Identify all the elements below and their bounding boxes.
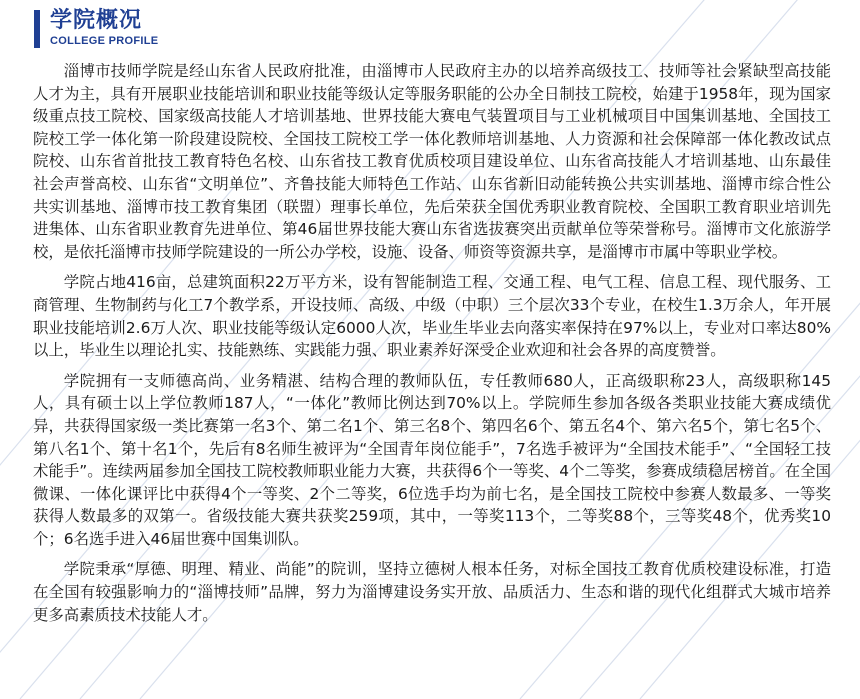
- paragraph-intro: 淄博市技师学院是经山东省人民政府批准，由淄博市人民政府主办的以培养高级技工、技师等社会紧缺型高技能人才为主，具有开展职业技能培训和职业技能等级认定等服务职能的公办全日制技工院校，始建于1958年，现为国家级重点技工院校、国家级高技能人才培训基地、世界技能大赛电气装置项目与工业机械项目中国集训基地、全国技工院校工学一体化第一阶段建设院校、全国技工院校工学一体化教师培训基地、人力资源和社会保障部一体化教改试点院校、山东省首批技工教育特色名校、山东省技工教育优质校项目建设单位、山东省高技能人才培训基地、山东最佳社会声誉高校、山东省“文明单位”、齐鲁技能大师特色工作站、山东省新旧动能转换公共实训基地、淄博市综合性公共实训基地、淄博市技工教育集团（联盟）理事长单位，先后荣获全国优秀职业教育院校、全国职工教育职业培训先进集体、山东省职业教育先进单位、第46届世界技能大赛山东省选拔赛突出贡献单位等荣誉称号。淄博市文化旅游学校，是依托淄博市技师学院建设的一所公办学校，设施、设备、师资等资源共享，是淄博市市属中等职业学校。: [33, 62, 831, 261]
- header-accent-bar: [34, 10, 40, 48]
- paragraph-faculty: 学院拥有一支师德高尚、业务精湛、结构合理的教师队伍，专任教师680人，正高级职称23人，高级职称145人，具有硕士以上学位教师187人，“一体化”教师比例达到70%以上。学院师生参加各级各类职业技能大赛成绩优异，共获得国家级一类比赛第一名3个、第二名1个、第三名8个、第四名6个、第五名4个、第六名5个，第七名5个、第八名1个、第十名1个，先后有8名师生被评为“全国青年岗位能手”，7名选手被评为“全国技术能手”、“全国轻工技术能手”。连续两届参加全国技工院校教师职业能力大赛，共获得6个一等奖、4个二等奖，参赛成绩稳居榜首。在全国微课、一体化课评比中获得4个一等奖、2个二等奖，6位选手均为前七名，是全国技工院校中参赛人数最多、一等奖获得人数最多的双第一。省级技能大赛共获奖259项，其中，一等奖113个，二等奖88个，三等奖48个，优秀奖10个；6名选手进入46届世赛中国集训队。: [33, 371, 831, 548]
- header-text: [50, 8, 158, 48]
- paragraph-mission: 学院秉承“厚德、明理、精业、尚能”的院训，坚持立德树人根本任务，对标全国技工教育优质校建设标准，打造在全国有较强影响力的“淄博技师”品牌，努力为淄博建设务实开放、品质活力、生态和谐的现代化组群式大城市培养更多高素质技术技能人才。: [33, 560, 831, 624]
- paragraph-campus: 学院占地416亩，总建筑面积22万平方米，设有智能制造工程、交通工程、电气工程、信息工程、现代服务、工商管理、生物制药与化工7个教学系，开设技师、高级、中级（中职）三个层次33个专业，在校生1.3万余人，年开展职业技能培训2.6万人次、职业技能等级认定6000人次，毕业生毕业去向落实率保持在97%以上，专业对口率达80%以上，毕业生以理论扎实、技能熟练、实践能力强、职业素养好深受企业欢迎和社会各界的高度赞誉。: [33, 273, 831, 360]
- section-title: 学院概况: [50, 8, 143, 33]
- profile-body: [33, 60, 831, 634]
- section-header: [34, 8, 158, 48]
- section-subtitle: COLLEGE PROFILE: [50, 35, 159, 47]
